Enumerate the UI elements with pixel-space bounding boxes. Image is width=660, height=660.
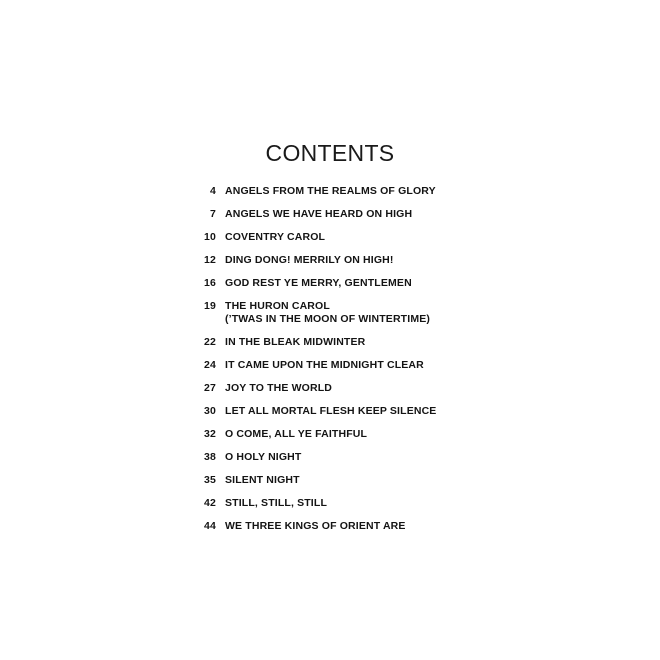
page-title: CONTENTS <box>265 140 395 166</box>
toc-song-title <box>225 231 325 244</box>
toc-entry <box>190 359 490 372</box>
toc-entry <box>190 300 490 326</box>
toc-page-number: 10 <box>204 231 216 243</box>
toc-entry <box>190 520 490 533</box>
toc-title-line: GOD REST YE MERRY, GENTLEMEN <box>225 277 412 289</box>
toc-title-line: SILENT NIGHT <box>225 474 300 486</box>
toc-entry <box>190 208 490 221</box>
toc-song-title <box>225 277 412 290</box>
toc-title-line: ANGELS WE HAVE HEARD ON HIGH <box>225 208 413 220</box>
toc-page-number: 22 <box>204 336 216 348</box>
toc-title-line: WE THREE KINGS OF ORIENT ARE <box>225 520 406 532</box>
toc-title-line: DING DONG! MERRILY ON HIGH! <box>225 254 394 266</box>
toc-page-number: 4 <box>210 185 216 197</box>
toc-title-line: JOY TO THE WORLD <box>225 382 333 394</box>
toc-page-number: 12 <box>204 254 216 266</box>
toc-page-number: 38 <box>204 451 216 463</box>
toc-entry <box>190 428 490 441</box>
toc-entry <box>190 336 490 349</box>
toc-title-line: THE HURON CAROL <box>225 300 330 312</box>
table-of-contents <box>190 185 490 543</box>
toc-page-number: 19 <box>204 300 216 312</box>
toc-song-title <box>225 497 327 510</box>
toc-title-line: O COME, ALL YE FAITHFUL <box>225 428 368 440</box>
toc-page-number: 35 <box>204 474 216 486</box>
toc-page-number: 30 <box>204 405 216 417</box>
toc-song-title <box>225 474 300 487</box>
toc-title-line: ANGELS FROM THE REALMS OF GLORY <box>225 185 436 197</box>
toc-entry <box>190 254 490 267</box>
toc-song-title <box>225 520 406 533</box>
toc-title-line: STILL, STILL, STILL <box>225 497 328 509</box>
toc-entry <box>190 277 490 290</box>
toc-title-line: (’TWAS IN THE MOON OF WINTERTIME) <box>225 313 431 325</box>
toc-title-line: IN THE BLEAK MIDWINTER <box>225 336 366 348</box>
toc-song-title <box>225 254 394 267</box>
toc-song-title <box>225 451 301 464</box>
toc-song-title <box>225 405 436 418</box>
toc-page-number: 32 <box>204 428 216 440</box>
toc-entry <box>190 497 490 510</box>
toc-page-number: 44 <box>204 520 216 532</box>
toc-title-line: IT CAME UPON THE MIDNIGHT CLEAR <box>225 359 424 371</box>
toc-title-line: COVENTRY CAROL <box>225 231 326 243</box>
toc-song-title <box>225 428 367 441</box>
toc-page-number: 16 <box>204 277 216 289</box>
toc-page-number: 7 <box>210 208 216 220</box>
toc-title-line: O HOLY NIGHT <box>225 451 302 463</box>
toc-song-title <box>225 208 412 221</box>
toc-song-title <box>225 300 430 326</box>
toc-page-number: 27 <box>204 382 216 394</box>
toc-entry <box>190 451 490 464</box>
toc-page-number: 24 <box>204 359 216 371</box>
toc-entry <box>190 231 490 244</box>
toc-entry <box>190 405 490 418</box>
toc-entry <box>190 474 490 487</box>
toc-song-title <box>225 185 436 198</box>
toc-entry <box>190 382 490 395</box>
toc-song-title <box>225 336 365 349</box>
toc-entry <box>190 185 490 198</box>
toc-page-number: 42 <box>204 497 216 509</box>
toc-song-title <box>225 359 424 372</box>
toc-title-line: LET ALL MORTAL FLESH KEEP SILENCE <box>225 405 437 417</box>
toc-song-title <box>225 382 332 395</box>
